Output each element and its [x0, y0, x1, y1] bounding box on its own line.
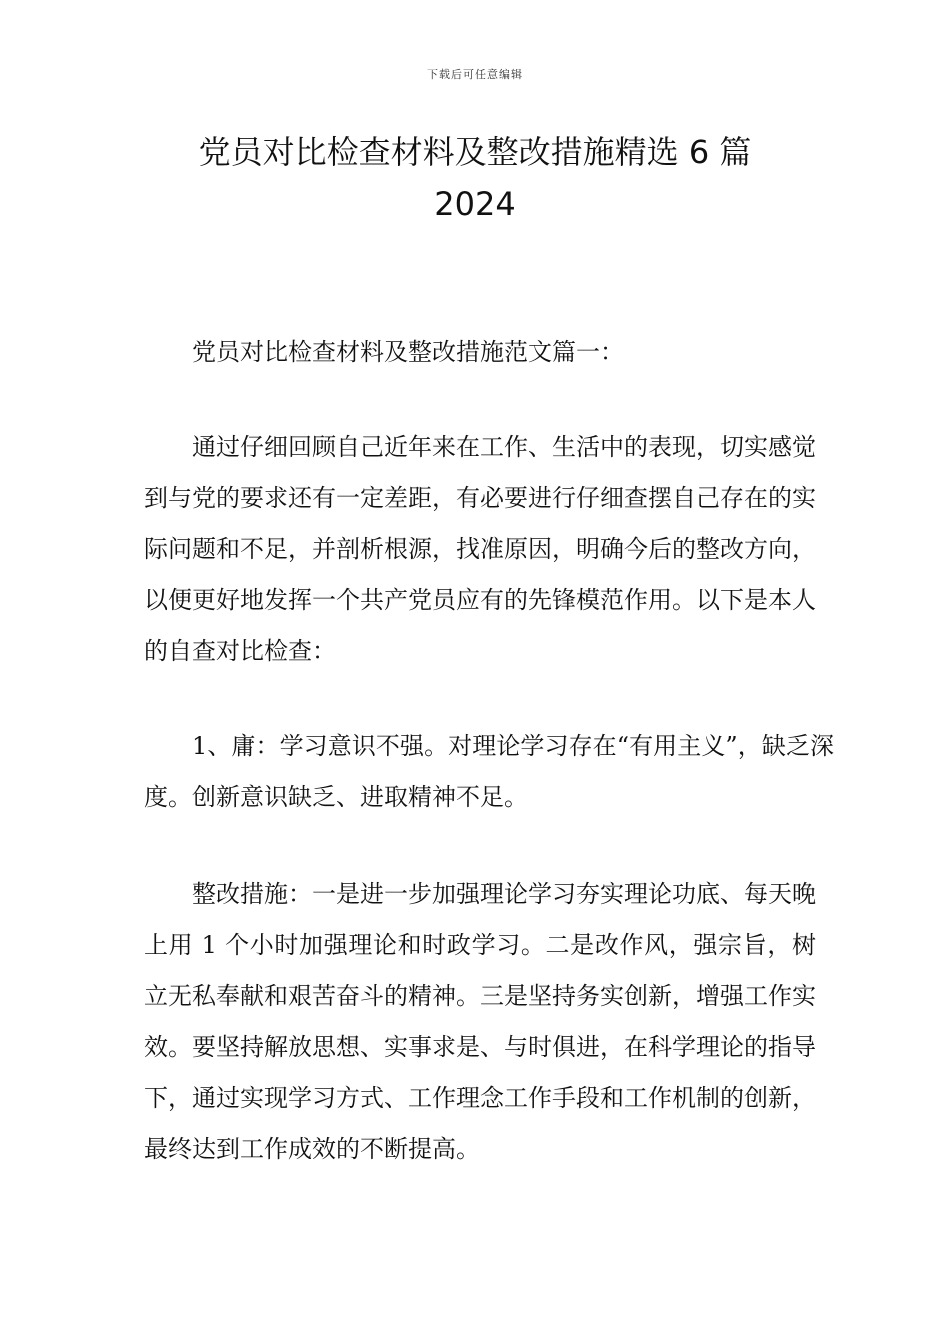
title-line-2: 2024 [434, 185, 516, 223]
header-note: 下载后可任意编辑 [427, 68, 523, 81]
issue-paragraph: 1、庸：学习意识不强。对理论学习存在“有用主义”，缺乏深度。创新意识缺乏、进取精神不足。 [144, 732, 834, 811]
section-heading: 党员对比检查材料及整改措施范文篇一： [192, 338, 624, 366]
title-line-1: 党员对比检查材料及整改措施精选 6 篇 [198, 133, 752, 171]
intro-paragraph: 通过仔细回顾自己近年来在工作、生活中的表现，切实感觉到与党的要求还有一定差距，有必要进行仔细查摆自己存在的实际问题和不足，并剖析根源，找准原因，明确今后的整改方向，以便更好地发挥一个共产党员应有的先锋模范作用。以下是本人的自查对比检查： [144, 433, 816, 665]
document-title [95, 126, 855, 230]
measures-paragraph: 整改措施：一是进一步加强理论学习夯实理论功底、每天晚上用 1 个小时加强理论和时政学习。二是改作风，强宗旨，树立无私奉献和艰苦奋斗的精神。三是坚持务实创新，增强工作实效。要坚持解放思想、实事求是、与时俱进，在科学理论的指导下，通过实现学习方式、工作理念工作手段和工作机制的创新，最终达到工作成效的不断提高。 [144, 880, 816, 1163]
